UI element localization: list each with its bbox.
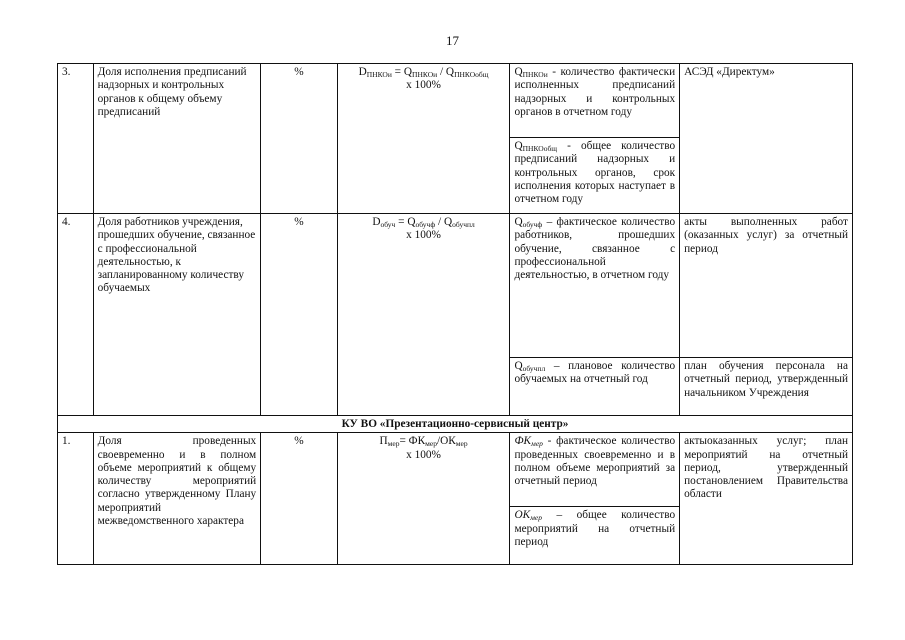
data-source: акты выполненных работ (оказанных услуг) за отчетный период <box>680 214 853 358</box>
table-row <box>58 64 853 138</box>
indicator-name: Доля проведенных своевременно и в полном объеме мероприятий к общему количеству мероприятий согласно утвержденному Плану мероприятий межведомственного характера <box>93 433 261 565</box>
data-source: план обучения персонала на отчетный период, утвержденный начальником Учреждения <box>680 358 853 416</box>
indicator-name: Доля исполнения предписаний надзорных и контрольных органов к общему объему предписаний <box>93 64 261 214</box>
data-source: АСЭД «Директум» <box>680 64 853 214</box>
variable-description: $ОК_{мер}$ – общее количество мероприятий на отчетный период <box>510 507 680 565</box>
unit: % <box>261 433 337 565</box>
row-number: 1. <box>58 433 94 565</box>
indicators-table <box>57 63 853 565</box>
section-title: КУ ВО «Презентационно-сервисный центр» <box>58 416 853 433</box>
page-number: 17 <box>446 33 459 48</box>
variable-description: $Q_{обучф}$ – фактическое количество работников, прошедших обучение, связанное с профессиональной деятельностью, в отчетном году <box>510 214 680 358</box>
formula: $D_{ПНКОи} = Q_{ПНКОи} / Q_{ПНКОобщ}$ x 100% <box>337 64 510 214</box>
data-source: актыоказанных услуг; план мероприятий на отчетный период, утвержденный постановлением Правительства области <box>680 433 853 565</box>
variable-description: $Q_{обучпл}$ – плановое количество обучаемых на отчетный год <box>510 358 680 416</box>
variable-description: $Q_{ПНКОи}$ - количество фактически исполненных предписаний надзорных и контрольных органов в отчетном году <box>510 64 680 138</box>
row-number: 3. <box>58 64 94 214</box>
variable-description: $ФК_{мер}$ - фактическое количество проведенных своевременно и в полном объеме мероприятий за отчетный период <box>510 433 680 507</box>
formula: $П_{мер}= ФК_{мер}/ОК_{мер}$ x 100% <box>337 433 510 565</box>
variable-description: $Q_{ПНКОобщ}$ - общее количество предписаний надзорных и контрольных органов, срок исполнения которых наступает в отчетном году <box>510 138 680 214</box>
row-number: 4. <box>58 214 94 416</box>
table-row <box>58 214 853 358</box>
indicator-name: Доля работников учреждения, прошедших обучение, связанное с профессиональной деятельностью, к запланированному количеству обучаемых <box>93 214 261 416</box>
table-row <box>58 416 853 433</box>
table-row <box>58 433 853 507</box>
formula: $D_{обуч} = Q_{обучф} / Q_{обучпл}$ x 100% <box>337 214 510 416</box>
unit: % <box>261 214 337 416</box>
unit: % <box>261 64 337 214</box>
